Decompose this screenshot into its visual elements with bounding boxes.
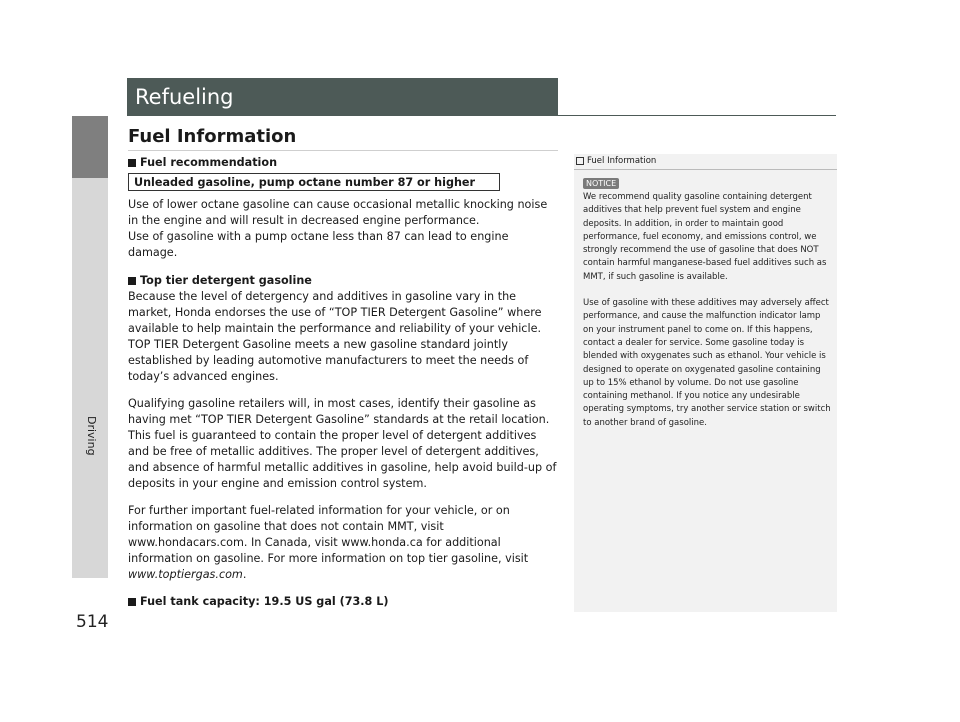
tank-capacity-heading-text: Fuel tank capacity: 19.5 US gal (73.8 L): [140, 595, 389, 608]
top-tier-paragraph-2: Qualifying gasoline retailers will, in most cases, identify their gasoline as having met “TOP TIER Detergent Gasoline” standards at the retail location. This fuel is guaranteed to contain the proper level of detergent additives and be free of metallic additives. The proper level of detergent additives, and absence of harmful metallic additives in gasoline, help avoid build-up of deposits in your engine and emission control system.: [128, 397, 557, 490]
paragraph-end: .: [242, 568, 247, 581]
top-tier-paragraph-3-text: For further important fuel-related information for your vehicle, or on information on gasoline that does not contain MMT, visit www.hondacars.com. In Canada, visit www.honda.ca for additional information on gasoline. For more information on top tier gasoline, visit: [128, 504, 529, 565]
side-note-text: [583, 191, 831, 430]
page-number: 514: [76, 612, 109, 632]
top-tier-paragraph-1: Because the level of detergency and additives in gasoline vary in the market, Honda endorses the use of “TOP TIER Detergent Gasoline” where available to help maintain the performance and reliability of your vehicle. TOP TIER Detergent Gasoline meets a new gasoline standard jointly established by leading automotive manufacturers to meet the needs of today’s advanced engines.: [128, 290, 542, 383]
main-content: [128, 155, 560, 610]
notice-badge: NOTICE: [583, 178, 619, 189]
side-note-heading-text: Fuel Information: [587, 156, 657, 166]
toptiergas-link[interactable]: www.toptiergas.com: [128, 568, 243, 581]
notice-text: We recommend quality gasoline containing detergent additives that help prevent fuel system and engine deposits. In addition, in order to maintain good performance, fuel economy, and emissions control, we strongly recommend the use of gasoline that does NOT contain harmful manganese-based fuel additives such as MMT, if such gasoline is available.: [583, 192, 827, 282]
top-tier-heading: [128, 273, 560, 289]
tank-capacity-heading: [128, 594, 560, 610]
reference-box-icon: [576, 157, 584, 165]
title-divider: [127, 115, 836, 116]
section-title: Fuel Information: [128, 126, 297, 147]
fuel-recommendation-heading-text: Fuel recommendation: [140, 156, 278, 169]
fuel-recommendation-box: Unleaded gasoline, pump octane number 87 or higher: [128, 173, 500, 191]
section-divider: [128, 150, 558, 151]
side-note-heading: [576, 156, 656, 166]
square-bullet-icon: [128, 598, 136, 606]
square-bullet-icon: [128, 277, 136, 285]
fuel-recommendation-heading: [128, 155, 560, 171]
side-note-paragraph-2: Use of gasoline with these additives may adversely affect performance, and cause the malfunction indicator lamp on your instrument panel to come on. If this happens, contact a dealer for service. Some gasoline today is blended with oxygenates such as ethanol. Your vehicle is designed to operate on oxygenated gasoline containing up to 15% ethanol by volume. Do not use gasoline containing methanol. If you notice any undesirable operating symptoms, try another service station or switch to another brand of gasoline.: [583, 298, 831, 428]
sidebar-tab-active-marker: [72, 116, 108, 178]
square-bullet-icon: [128, 159, 136, 167]
top-tier-paragraph-3: [128, 503, 560, 583]
sidebar-tab: [72, 116, 108, 578]
octane-paragraph-1: Use of lower octane gasoline can cause occasional metallic knocking noise in the engine and will result in decreased engine performance.: [128, 198, 548, 227]
chapter-title: Refueling: [127, 78, 558, 116]
top-tier-heading-text: Top tier detergent gasoline: [140, 274, 312, 287]
side-note-divider: [574, 169, 837, 170]
octane-paragraph-2: Use of gasoline with a pump octane less than 87 can lead to engine damage.: [128, 230, 509, 259]
sidebar-section-label: Driving: [85, 416, 98, 456]
